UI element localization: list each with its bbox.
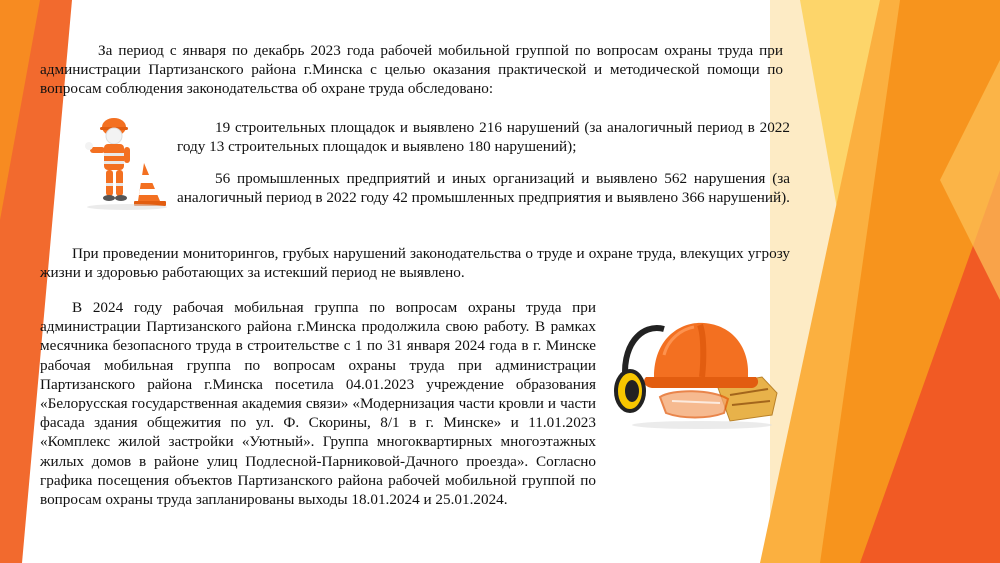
construction-sites-item: 19 строительных площадок и выявлено 216 нарушений (за аналогичный период в 2022 году 13 строительных площадок и выявлено 180 нарушений);	[177, 119, 790, 156]
industrial-enterprises-item: 56 промышленных предприятий и иных организаций и выявлено 562 нарушения (за аналогичный период в 2022 году 42 промышленных предприятия и выявлено 366 нарушений).	[177, 170, 790, 207]
monitoring-paragraph: При проведении мониторингов, грубых нарушений законодательства о труде и охране труда, влекущих угрозу жизни и здоровью работающих за истекший период не выявлено.	[40, 245, 790, 282]
worker-illustration	[72, 113, 172, 213]
safety-gear-illustration	[612, 315, 780, 430]
intro-paragraph: За период с января по декабрь 2023 года рабочей мобильной группой по вопросам охраны труда при администрации Партизанского района г.Минска с целью оказания практической и методической помощи по вопросам соблюдения законодательства об охране труда обследовано:	[40, 42, 783, 98]
year-2024-paragraph: В 2024 году рабочая мобильная группа по вопросам охраны труда при администрации Партизанского района г.Минска продолжила свою работу. В рамках месячника безопасного труда в строительстве с 1 по 31 января 2024 года в г. Минске рабочая мобильная группа по вопросам охраны труда при администрации Партизанского района г.Минска посетила 04.01.2023 учреждение образования «Белорусская государственная академия связи» «Модернизация части кровли и части фасада здания общежития по ул. Ф. Скорины, 8/1 в г. Минске» и 11.01.2023 «Комплекс жилой застройки «Уютный». Группа многоквартирных многоэтажных жилых домов в районе улиц Подлесной-Парниковой-Дачного проезда». Согласно графика посещения объектов Партизанского района рабочей мобильной группой по вопросам охраны труда запланированы выходы 18.01.2024 и 25.01.2024.	[40, 299, 596, 509]
